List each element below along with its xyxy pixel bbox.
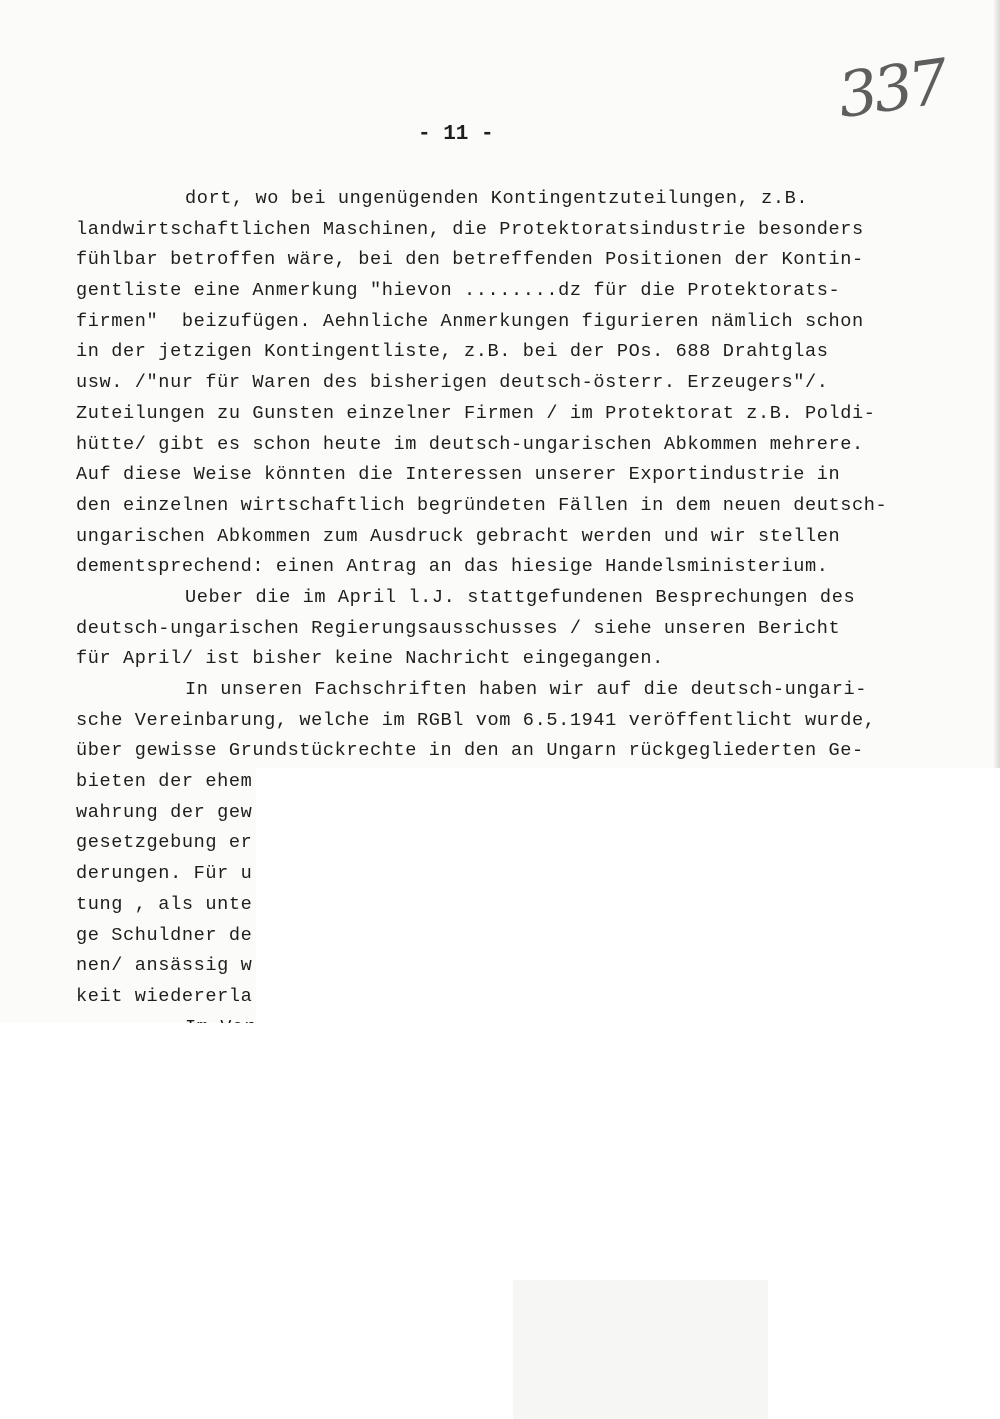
text-line: über gewisse Grundstückrechte in den an Ungarn rückgegliederten Ge- [76, 740, 864, 762]
text-line: in der jetzigen Kontingentliste, z.B. bei der POs. 688 Drahtglas [76, 341, 829, 363]
page-number: - 11 - [418, 123, 494, 146]
text-line: landwirtschaftlichen Maschinen, die Protektoratsindustrie besonders [76, 218, 864, 240]
text-line: gentliste eine Anmerkung "hievon ........dz für die Protektorats- [76, 280, 841, 302]
text-line: firmen" beizufügen. Aehnliche Anmerkungen figurieren nämlich schon [76, 310, 864, 332]
text-line: deutsch-ungarischen Regierungsausschusses / siehe unseren Bericht [76, 617, 841, 639]
text-line: In unseren Fachschriften haben wir auf die deutsch-ungari- [185, 679, 867, 700]
text-line: bieten der ehem [76, 771, 253, 793]
text-line: fühlbar betroffen wäre, bei den betreffenden Positionen der Kontin- [76, 249, 864, 271]
text-line: nen/ ansässig w [76, 955, 253, 977]
text-line: keit wiedererla [76, 985, 253, 1007]
text-line: usw. /"nur für Waren des bisherigen deutsch-österr. Erzeugers"/. [76, 372, 829, 394]
text-line: ge Schuldner de [76, 924, 253, 946]
text-line: hütte/ gibt es schon heute im deutsch-ungarischen Abkommen mehrere. [76, 433, 864, 455]
text-line: gesetzgebung er [76, 832, 253, 854]
blank-lower-area [0, 1023, 1000, 1419]
text-line: für April/ ist bisher keine Nachricht eingegangen. [76, 648, 664, 670]
text-line: Zuteilungen zu Gunsten einzelner Firmen / im Protektorat z.B. Poldi- [76, 402, 876, 424]
text-line: tung , als unte [76, 893, 253, 915]
text-line: dementsprechend: einen Antrag an das hiesige Handelsministerium. [76, 556, 829, 578]
text-line: den einzelnen wirtschaftlich begründeten Fällen in dem neuen deutsch- [76, 494, 888, 516]
text-line: Ueber die im April l.J. stattgefundenen Besprechungen des [185, 586, 856, 608]
faint-rectangle [513, 1280, 768, 1419]
text-line: ungarischen Abkommen zum Ausdruck gebracht werden und wir stellen [76, 525, 841, 547]
handwritten-folio-number: 337 [833, 44, 949, 133]
blank-overlay [256, 768, 1000, 1023]
page-edge-shadow [992, 0, 1000, 768]
text-line: Auf diese Weise könnten die Interessen unserer Exportindustrie in [76, 464, 841, 486]
text-line: derungen. Für u [76, 863, 253, 885]
text-line: wahrung der gew [76, 801, 253, 823]
text-line: sche Vereinbarung, welche im RGBl vom 6.5.1941 veröffentlicht wurde, [76, 709, 876, 731]
text-line: dort, wo bei ungenügenden Kontingentzuteilungen, z.B. [185, 188, 809, 209]
